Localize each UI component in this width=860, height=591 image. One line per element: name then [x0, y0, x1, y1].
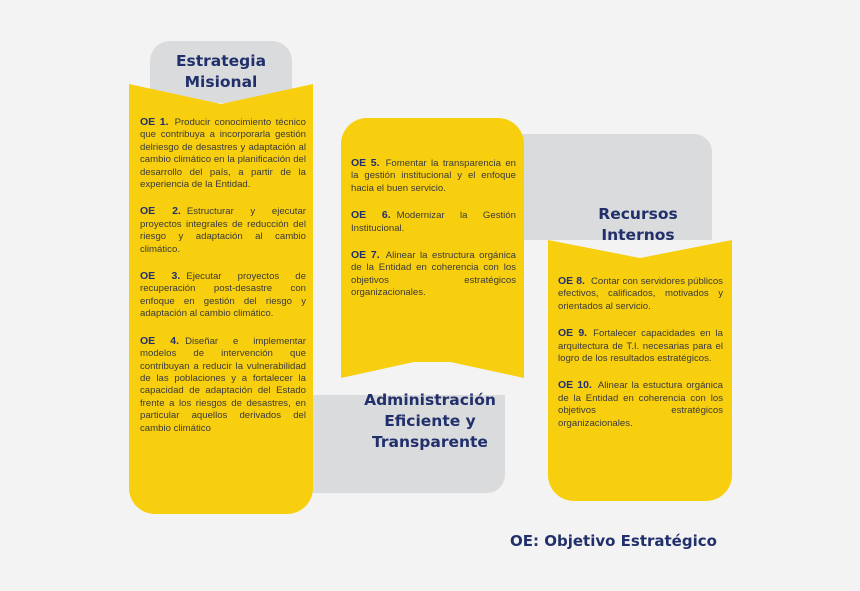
objective-code: OE 10.: [558, 379, 592, 392]
title-line: Misional: [184, 73, 258, 91]
title-line: Administración: [364, 390, 496, 409]
objective-code: OE 8.: [558, 275, 585, 287]
administracion-items: [351, 157, 516, 314]
objective-item: [351, 249, 516, 300]
objective-text: Diseñar e implementar modelos de intervención que contribuyan a reducir la vulnerabilidad de las poblaciones y a fortalecer la capacidad de adaptación del Estado frente a los riesgos de desastres, en particular aquellos derivados del cambio climático: [140, 335, 306, 434]
footnote-legend: OE: Objetivo Estratégico: [510, 532, 717, 550]
objective-code: OE 7.: [351, 249, 380, 262]
objective-item: [140, 270, 306, 321]
estrategia-misional-items: [140, 116, 306, 449]
objective-code: OE 9.: [558, 327, 588, 340]
objective-item: [140, 116, 306, 191]
objective-item: [140, 205, 306, 256]
objective-code: OE 3.: [140, 270, 181, 283]
objective-text: Fortalecer capacidades en la arquitectura de T.I. necesarias para el logro de los resultados estratégicos.: [558, 328, 723, 365]
title-line: Internos: [601, 226, 675, 244]
administracion-title: [364, 390, 496, 453]
objective-code: OE 1.: [140, 116, 169, 128]
objective-text: Modernizar la Gestión Institucional.: [351, 210, 516, 234]
objective-text: Producir conocimiento técnico que contribuya a incorporarla gestión delriesgo de desastres y adaptación al cambio climático en la planificación del desarrollo del país, a partir de la experiencia de la Entidad.: [140, 117, 306, 191]
title-line: Estrategia: [175, 52, 267, 70]
objective-item: [140, 335, 306, 435]
objective-text: Contar con servidores públicos efectivos, calificados, motivados y orientados al servicio.: [558, 276, 723, 312]
objective-code: OE 2.: [140, 205, 181, 218]
objective-item: [351, 209, 516, 235]
objective-item: [351, 157, 516, 195]
objective-item: [558, 275, 723, 313]
recursos-internos-items: [558, 275, 723, 444]
title-line: Transparente: [372, 432, 488, 451]
objective-text: Ejecutar proyectos de recuperación post-desastre con enfoque en gestión del riesgo y adaptación al cambio climático.: [140, 271, 306, 320]
administracion-tab: [362, 365, 498, 467]
title-line: Recursos: [598, 205, 678, 223]
objective-text: Alinear la estructura orgánica de la Entidad en coherencia con los objetivos estratégicos organizacionales.: [351, 250, 516, 299]
title-line: Eficiente y: [384, 411, 476, 430]
objective-item: [558, 327, 723, 365]
objective-code: OE 6.: [351, 209, 391, 222]
objective-item: [558, 379, 723, 430]
objective-text: Estructurar y ejecutar proyectos integrales de reducción del riesgo y adaptación al cambio climático.: [140, 206, 306, 255]
objective-code: OE 5.: [351, 157, 380, 169]
objective-text: Fomentar la transparencia en la gestión institucional y el enfoque hacia el buen servicio.: [351, 158, 516, 194]
objective-code: OE 4.: [140, 334, 180, 347]
objective-text: Alinear la estuctura orgánica de la Entidad en coherencia con los objetivos estratégicos organizacionales.: [558, 380, 724, 429]
